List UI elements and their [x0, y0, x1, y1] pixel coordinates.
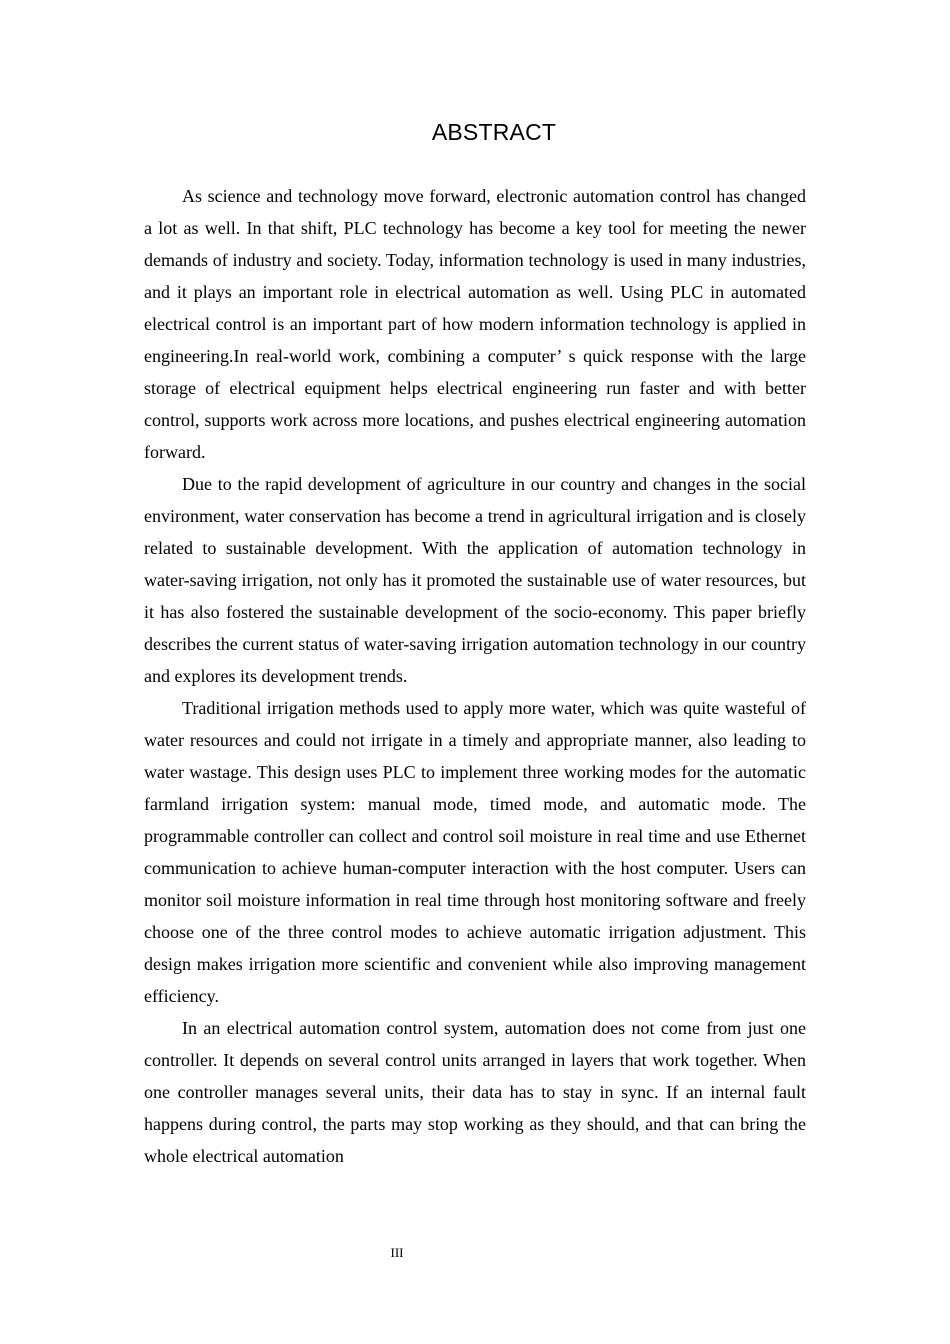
paragraph-water-conservation: Due to the rapid development of agriculture in our country and changes in the social environment, water conservation has become a trend in agricultural irrigation and is closely related to sustainable development. With the application of automation technology in water-saving irrigation, not only has it promoted the sustainable use of water resources, but it has also fostered the sustainable development of the socio-economy. This paper briefly describes the current status of water-saving irrigation automation technology in our country and explores its development trends. [144, 474, 806, 686]
abstract-heading: ABSTRACT [431, 119, 557, 145]
page-number: III [390, 1245, 404, 1260]
paragraph-control-system: In an electrical automation control system, automation does not come from just one controller. It depends on several control units arranged in layers that work together. When one controller manages several units, their data has to stay in sync. If an internal fault happens during control, the parts may stop working as they should, and that can bring the whole electrical automation [144, 1018, 806, 1166]
abstract-body [144, 180, 806, 1172]
paragraph-plc-automation: As science and technology move forward, electronic automation control has changed a lot as well. In that shift, PLC technology has become a key tool for meeting the newer demands of industry and society. Today, information technology is used in many industries, and it plays an important role in electrical automation as well. Using PLC in automated electrical control is an important part of how modern information technology is applied in engineering.In real-world work, combining a computer’ s quick response with the large storage of electrical equipment helps electrical engineering run faster and with better control, supports work across more locations, and pushes electrical engineering automation forward. [144, 186, 806, 462]
paragraph-irrigation-design: Traditional irrigation methods used to apply more water, which was quite wasteful of water resources and could not irrigate in a timely and appropriate manner, also leading to water wastage. This design uses PLC to implement three working modes for the automatic farmland irrigation system: manual mode, timed mode, and automatic mode. The programmable controller can collect and control soil moisture in real time and use Ethernet communication to achieve human-computer interaction with the host computer. Users can monitor soil moisture information in real time through host monitoring software and freely choose one of the three control modes to achieve automatic irrigation adjustment. This design makes irrigation more scientific and convenient while also improving management efficiency. [144, 698, 806, 1006]
